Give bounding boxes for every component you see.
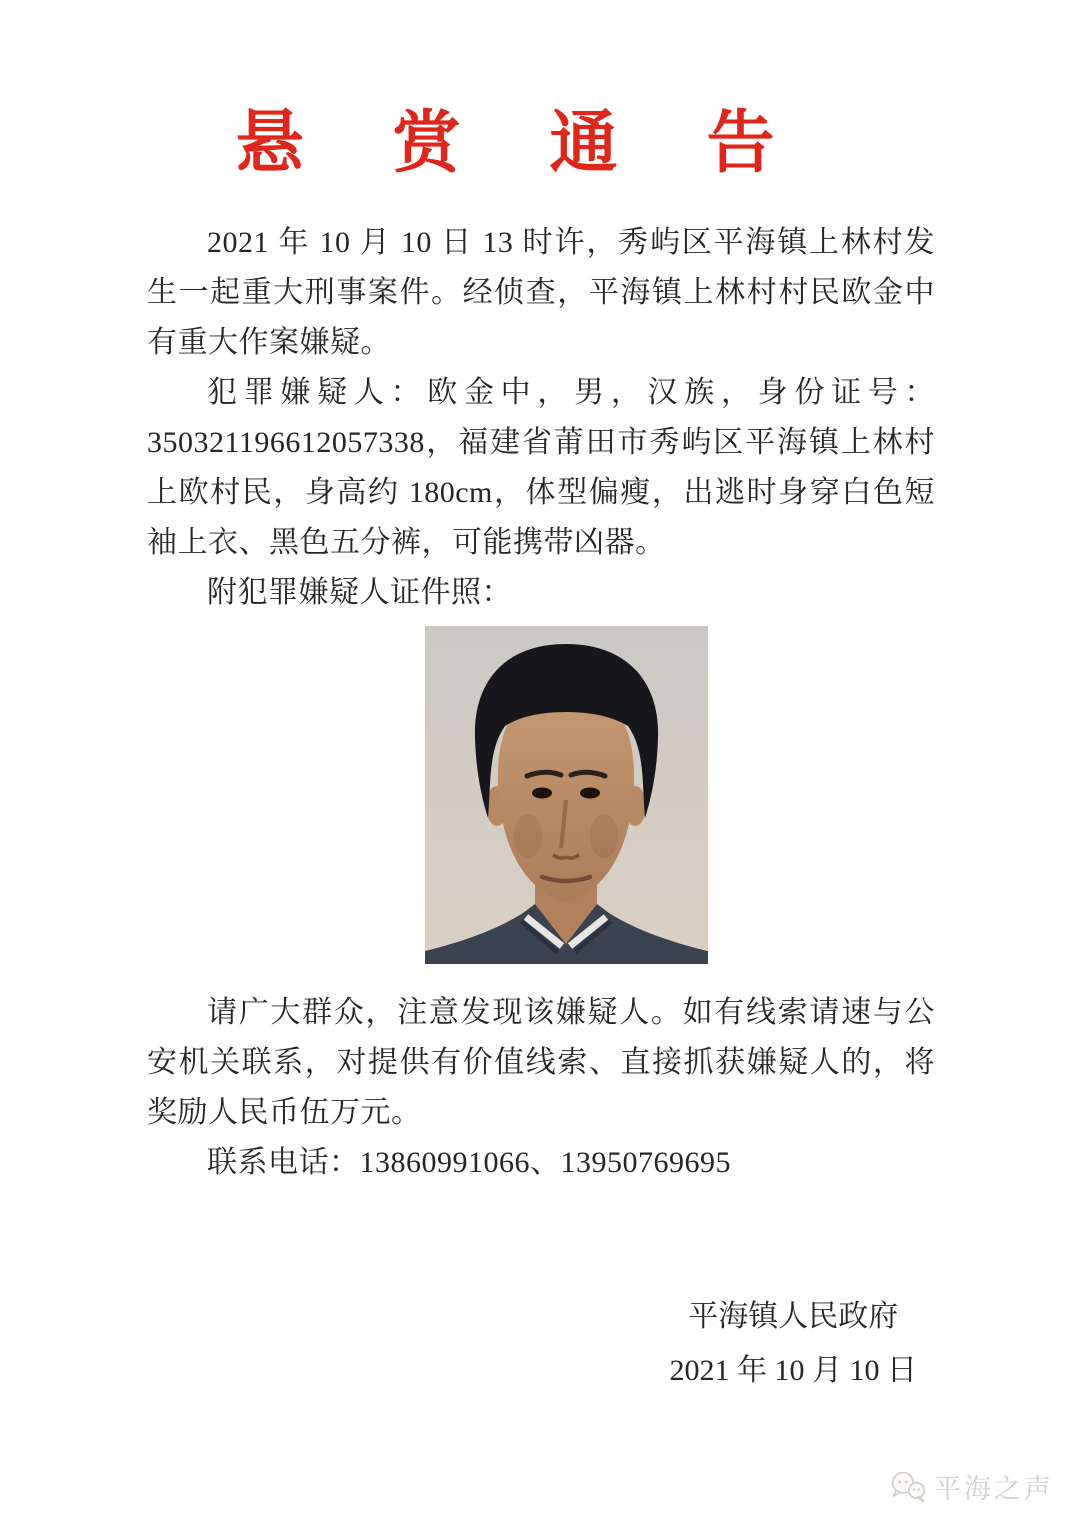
cheek-shade-right xyxy=(590,814,618,858)
suspect-photo xyxy=(425,626,708,964)
paragraph-incident: 2021 年 10 月 10 日 13 时许，秀屿区平海镇上林村发生一起重大刑事案件。经侦查，平海镇上林村村民欧金中有重大作案嫌疑。 xyxy=(147,226,935,360)
signature-block xyxy=(670,1292,918,1400)
issuer-signature: 平海镇人民政府 xyxy=(688,1300,899,1334)
watermark-label: 平海之声 xyxy=(934,1474,1054,1504)
suspect-eye-left xyxy=(532,788,552,799)
paragraph-contact-phones: 联系电话：13860991066、13950769695 xyxy=(207,1146,731,1180)
suspect-photo-illustration xyxy=(425,626,708,964)
suspect-eye-right xyxy=(580,788,600,799)
issue-date: 2021 年 10 月 10 日 xyxy=(669,1354,917,1388)
paragraph-reward: 请广大群众，注意发现该嫌疑人。如有线索请速与公安机关联系，对提供有价值线索、直接抓获嫌疑人的，将奖励人民币伍万元。 xyxy=(147,996,935,1130)
chat-bubbles-icon xyxy=(888,1470,928,1504)
cheek-shade-left xyxy=(514,814,542,858)
watermark xyxy=(888,1467,1054,1506)
paragraph-photo-caption: 附犯罪嫌疑人证件照： xyxy=(207,576,512,610)
paragraph-suspect-details: 犯罪嫌疑人：欧金中，男，汉族，身份证号：350321196612057338，福建省莆田市秀屿区平海镇上林村上欧村民，身高约 180cm，体型偏瘦，出逃时身穿白色短袖上衣、黑色五分裤，可能携带凶器。 xyxy=(147,376,935,560)
notice-title: 悬 赏 通 告 xyxy=(235,105,811,181)
notice-body xyxy=(147,218,935,1188)
